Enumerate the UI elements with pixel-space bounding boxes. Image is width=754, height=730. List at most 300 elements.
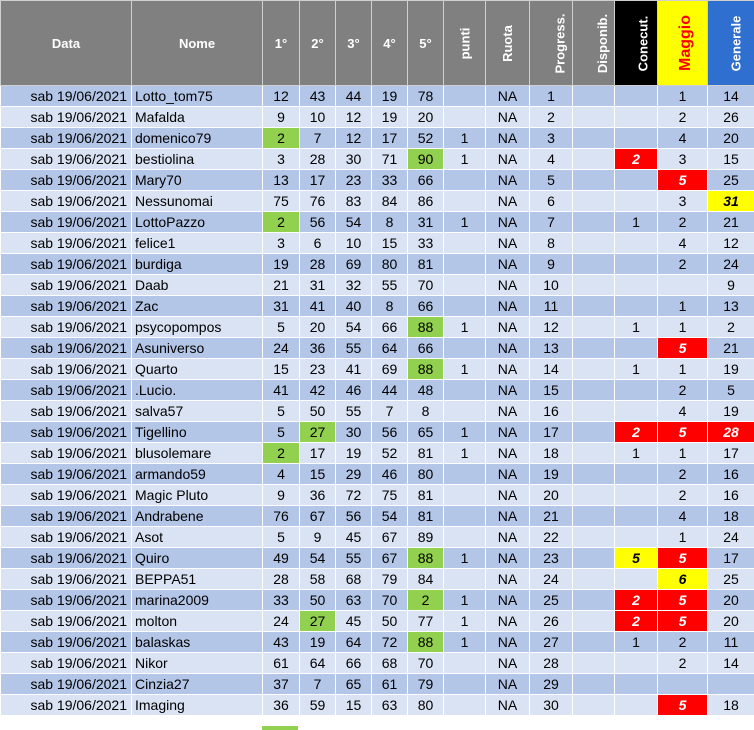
cell-nome[interactable]: domenico79: [132, 128, 263, 149]
cell-ruota[interactable]: NA: [486, 674, 530, 695]
cell-punti[interactable]: 1: [444, 149, 486, 170]
header-nome[interactable]: Nome: [132, 1, 263, 86]
cell-n4[interactable]: 15: [372, 233, 408, 254]
cell-n1[interactable]: 12: [263, 86, 300, 107]
cell-n2[interactable]: 27: [300, 611, 336, 632]
cell-nome[interactable]: felice1: [132, 233, 263, 254]
cell-nome[interactable]: Asot: [132, 527, 263, 548]
cell-data[interactable]: sab 19/06/2021: [1, 275, 132, 296]
cell-n2[interactable]: 23: [300, 359, 336, 380]
cell-disponib[interactable]: [573, 674, 615, 695]
cell-generale[interactable]: 13: [708, 296, 754, 317]
cell-data[interactable]: sab 19/06/2021: [1, 653, 132, 674]
cell-progress[interactable]: 30: [530, 695, 573, 716]
cell-data[interactable]: sab 19/06/2021: [1, 464, 132, 485]
cell-data[interactable]: sab 19/06/2021: [1, 569, 132, 590]
cell-data[interactable]: sab 19/06/2021: [1, 338, 132, 359]
cell-data[interactable]: sab 19/06/2021: [1, 86, 132, 107]
cell-conecut[interactable]: [615, 254, 658, 275]
cell-n4[interactable]: 7: [372, 401, 408, 422]
cell-punti[interactable]: [444, 233, 486, 254]
cell-data[interactable]: sab 19/06/2021: [1, 527, 132, 548]
cell-n4[interactable]: 70: [372, 590, 408, 611]
cell-ruota[interactable]: NA: [486, 695, 530, 716]
cell-generale[interactable]: 12: [708, 233, 754, 254]
cell-n4[interactable]: 54: [372, 506, 408, 527]
cell-nome[interactable]: .Lucio.: [132, 380, 263, 401]
cell-n2[interactable]: 7: [300, 674, 336, 695]
cell-n3[interactable]: 41: [336, 359, 372, 380]
cell-conecut[interactable]: 1: [615, 212, 658, 233]
cell-disponib[interactable]: [573, 590, 615, 611]
cell-n3[interactable]: 19: [336, 443, 372, 464]
cell-progress[interactable]: 23: [530, 548, 573, 569]
cell-n1[interactable]: 2: [263, 128, 300, 149]
cell-nome[interactable]: Andrabene: [132, 506, 263, 527]
cell-n4[interactable]: 55: [372, 275, 408, 296]
cell-disponib[interactable]: [573, 548, 615, 569]
cell-ruota[interactable]: NA: [486, 296, 530, 317]
cell-n2[interactable]: 20: [300, 317, 336, 338]
cell-conecut[interactable]: [615, 275, 658, 296]
cell-conecut[interactable]: 1: [615, 317, 658, 338]
cell-n1[interactable]: 13: [263, 170, 300, 191]
cell-generale[interactable]: 2: [708, 317, 754, 338]
cell-ruota[interactable]: NA: [486, 86, 530, 107]
cell-n1[interactable]: 21: [263, 275, 300, 296]
cell-data[interactable]: sab 19/06/2021: [1, 191, 132, 212]
cell-n1[interactable]: 76: [263, 506, 300, 527]
cell-maggio[interactable]: 2: [658, 254, 708, 275]
cell-ruota[interactable]: NA: [486, 359, 530, 380]
cell-disponib[interactable]: [573, 506, 615, 527]
cell-maggio[interactable]: 5: [658, 548, 708, 569]
cell-progress[interactable]: 19: [530, 464, 573, 485]
cell-ruota[interactable]: NA: [486, 317, 530, 338]
cell-punti[interactable]: [444, 107, 486, 128]
cell-progress[interactable]: 16: [530, 401, 573, 422]
header-maggio[interactable]: [658, 1, 708, 86]
cell-n5[interactable]: 20: [408, 107, 444, 128]
cell-n2[interactable]: 41: [300, 296, 336, 317]
cell-conecut[interactable]: 2: [615, 422, 658, 443]
cell-n2[interactable]: 58: [300, 569, 336, 590]
cell-progress[interactable]: 12: [530, 317, 573, 338]
cell-maggio[interactable]: 5: [658, 590, 708, 611]
cell-n5[interactable]: 86: [408, 191, 444, 212]
cell-ruota[interactable]: NA: [486, 485, 530, 506]
cell-n4[interactable]: 61: [372, 674, 408, 695]
cell-disponib[interactable]: [573, 611, 615, 632]
cell-maggio[interactable]: 2: [658, 632, 708, 653]
cell-conecut[interactable]: 2: [615, 611, 658, 632]
cell-n1[interactable]: 61: [263, 653, 300, 674]
cell-n2[interactable]: 42: [300, 380, 336, 401]
cell-disponib[interactable]: [573, 632, 615, 653]
cell-maggio[interactable]: 2: [658, 212, 708, 233]
cell-maggio[interactable]: 4: [658, 506, 708, 527]
cell-punti[interactable]: [444, 275, 486, 296]
cell-generale[interactable]: 18: [708, 695, 754, 716]
cell-punti[interactable]: 1: [444, 128, 486, 149]
cell-n3[interactable]: 12: [336, 128, 372, 149]
cell-maggio[interactable]: 1: [658, 359, 708, 380]
cell-n3[interactable]: 66: [336, 653, 372, 674]
cell-conecut[interactable]: [615, 674, 658, 695]
cell-n1[interactable]: 9: [263, 485, 300, 506]
cell-generale[interactable]: 11: [708, 632, 754, 653]
cell-n2[interactable]: 31: [300, 275, 336, 296]
cell-n3[interactable]: 65: [336, 674, 372, 695]
cell-n3[interactable]: 30: [336, 422, 372, 443]
cell-data[interactable]: sab 19/06/2021: [1, 632, 132, 653]
cell-data[interactable]: sab 19/06/2021: [1, 590, 132, 611]
cell-generale[interactable]: 19: [708, 359, 754, 380]
cell-punti[interactable]: 1: [444, 317, 486, 338]
cell-n4[interactable]: 69: [372, 359, 408, 380]
cell-nome[interactable]: molton: [132, 611, 263, 632]
cell-generale[interactable]: 20: [708, 611, 754, 632]
cell-progress[interactable]: 28: [530, 653, 573, 674]
cell-maggio[interactable]: 2: [658, 653, 708, 674]
cell-n1[interactable]: 3: [263, 233, 300, 254]
cell-progress[interactable]: 6: [530, 191, 573, 212]
cell-n2[interactable]: 15: [300, 464, 336, 485]
cell-n5[interactable]: 77: [408, 611, 444, 632]
cell-punti[interactable]: [444, 464, 486, 485]
cell-data[interactable]: sab 19/06/2021: [1, 359, 132, 380]
cell-n2[interactable]: 59: [300, 695, 336, 716]
cell-n5[interactable]: 88: [408, 317, 444, 338]
cell-progress[interactable]: 14: [530, 359, 573, 380]
cell-nome[interactable]: Nikor: [132, 653, 263, 674]
cell-generale[interactable]: 17: [708, 443, 754, 464]
header-ruota[interactable]: [486, 1, 530, 86]
cell-n2[interactable]: 67: [300, 506, 336, 527]
cell-punti[interactable]: [444, 674, 486, 695]
cell-n1[interactable]: 24: [263, 611, 300, 632]
cell-n5[interactable]: 81: [408, 254, 444, 275]
cell-maggio[interactable]: 1: [658, 296, 708, 317]
cell-maggio[interactable]: 1: [658, 443, 708, 464]
cell-ruota[interactable]: NA: [486, 653, 530, 674]
cell-progress[interactable]: 26: [530, 611, 573, 632]
header-data[interactable]: Data: [1, 1, 132, 86]
cell-conecut[interactable]: [615, 380, 658, 401]
cell-nome[interactable]: Mary70: [132, 170, 263, 191]
cell-progress[interactable]: 10: [530, 275, 573, 296]
cell-maggio[interactable]: 6: [658, 569, 708, 590]
cell-n4[interactable]: 84: [372, 191, 408, 212]
cell-generale[interactable]: 24: [708, 527, 754, 548]
cell-progress[interactable]: 2: [530, 107, 573, 128]
cell-punti[interactable]: [444, 401, 486, 422]
cell-ruota[interactable]: NA: [486, 128, 530, 149]
cell-n5[interactable]: 81: [408, 485, 444, 506]
cell-ruota[interactable]: NA: [486, 107, 530, 128]
cell-n1[interactable]: 5: [263, 401, 300, 422]
cell-disponib[interactable]: [573, 86, 615, 107]
cell-n5[interactable]: 66: [408, 296, 444, 317]
cell-n2[interactable]: 7: [300, 128, 336, 149]
cell-n5[interactable]: 80: [408, 695, 444, 716]
cell-conecut[interactable]: 1: [615, 359, 658, 380]
cell-n3[interactable]: 55: [336, 338, 372, 359]
cell-ruota[interactable]: NA: [486, 590, 530, 611]
cell-n2[interactable]: 17: [300, 443, 336, 464]
cell-maggio[interactable]: 5: [658, 170, 708, 191]
cell-n3[interactable]: 63: [336, 590, 372, 611]
cell-n3[interactable]: 55: [336, 401, 372, 422]
cell-disponib[interactable]: [573, 296, 615, 317]
cell-n5[interactable]: 2: [408, 590, 444, 611]
cell-n4[interactable]: 66: [372, 317, 408, 338]
cell-disponib[interactable]: [573, 380, 615, 401]
cell-progress[interactable]: 29: [530, 674, 573, 695]
cell-n2[interactable]: 76: [300, 191, 336, 212]
cell-conecut[interactable]: [615, 107, 658, 128]
cell-maggio[interactable]: 4: [658, 401, 708, 422]
cell-data[interactable]: sab 19/06/2021: [1, 485, 132, 506]
cell-n3[interactable]: 54: [336, 317, 372, 338]
cell-nome[interactable]: Asuniverso: [132, 338, 263, 359]
cell-n4[interactable]: 33: [372, 170, 408, 191]
cell-generale[interactable]: 16: [708, 485, 754, 506]
cell-punti[interactable]: [444, 569, 486, 590]
header-disponib[interactable]: [573, 1, 615, 86]
cell-generale[interactable]: 20: [708, 128, 754, 149]
cell-progress[interactable]: 13: [530, 338, 573, 359]
cell-data[interactable]: sab 19/06/2021: [1, 401, 132, 422]
cell-nome[interactable]: burdiga: [132, 254, 263, 275]
cell-disponib[interactable]: [573, 443, 615, 464]
cell-disponib[interactable]: [573, 275, 615, 296]
cell-disponib[interactable]: [573, 338, 615, 359]
cell-n5[interactable]: 48: [408, 380, 444, 401]
cell-data[interactable]: sab 19/06/2021: [1, 548, 132, 569]
cell-n1[interactable]: 37: [263, 674, 300, 695]
cell-progress[interactable]: 17: [530, 422, 573, 443]
cell-disponib[interactable]: [573, 695, 615, 716]
cell-n4[interactable]: 80: [372, 254, 408, 275]
cell-ruota[interactable]: NA: [486, 275, 530, 296]
cell-n1[interactable]: 15: [263, 359, 300, 380]
cell-generale[interactable]: 31: [708, 191, 754, 212]
cell-maggio[interactable]: 5: [658, 338, 708, 359]
cell-nome[interactable]: Cinzia27: [132, 674, 263, 695]
cell-punti[interactable]: 1: [444, 443, 486, 464]
cell-conecut[interactable]: [615, 464, 658, 485]
cell-maggio[interactable]: 2: [658, 380, 708, 401]
cell-maggio[interactable]: 5: [658, 611, 708, 632]
cell-n5[interactable]: 8: [408, 401, 444, 422]
cell-maggio[interactable]: 2: [658, 107, 708, 128]
cell-punti[interactable]: [444, 695, 486, 716]
cell-n1[interactable]: 5: [263, 527, 300, 548]
cell-generale[interactable]: 24: [708, 254, 754, 275]
header-n2[interactable]: 2°: [300, 1, 336, 86]
cell-nome[interactable]: blusolemare: [132, 443, 263, 464]
cell-data[interactable]: sab 19/06/2021: [1, 128, 132, 149]
cell-punti[interactable]: [444, 191, 486, 212]
cell-conecut[interactable]: [615, 233, 658, 254]
cell-punti[interactable]: 1: [444, 611, 486, 632]
cell-n2[interactable]: 28: [300, 254, 336, 275]
cell-generale[interactable]: 19: [708, 401, 754, 422]
cell-n2[interactable]: 9: [300, 527, 336, 548]
cell-generale[interactable]: 26: [708, 107, 754, 128]
cell-data[interactable]: sab 19/06/2021: [1, 611, 132, 632]
cell-nome[interactable]: salva57: [132, 401, 263, 422]
cell-punti[interactable]: 1: [444, 212, 486, 233]
cell-progress[interactable]: 18: [530, 443, 573, 464]
cell-n4[interactable]: 19: [372, 86, 408, 107]
cell-n3[interactable]: 56: [336, 506, 372, 527]
cell-n4[interactable]: 67: [372, 548, 408, 569]
cell-n4[interactable]: 44: [372, 380, 408, 401]
cell-maggio[interactable]: 4: [658, 233, 708, 254]
cell-n4[interactable]: 67: [372, 527, 408, 548]
cell-n2[interactable]: 64: [300, 653, 336, 674]
header-n1[interactable]: 1°: [263, 1, 300, 86]
cell-n3[interactable]: 83: [336, 191, 372, 212]
cell-n5[interactable]: 88: [408, 548, 444, 569]
cell-conecut[interactable]: [615, 191, 658, 212]
cell-maggio[interactable]: [658, 674, 708, 695]
cell-nome[interactable]: LottoPazzo: [132, 212, 263, 233]
cell-n1[interactable]: 3: [263, 149, 300, 170]
cell-progress[interactable]: 11: [530, 296, 573, 317]
cell-maggio[interactable]: [658, 275, 708, 296]
cell-conecut[interactable]: [615, 296, 658, 317]
cell-punti[interactable]: [444, 527, 486, 548]
cell-disponib[interactable]: [573, 653, 615, 674]
cell-ruota[interactable]: NA: [486, 611, 530, 632]
cell-nome[interactable]: Quarto: [132, 359, 263, 380]
cell-disponib[interactable]: [573, 107, 615, 128]
cell-n1[interactable]: 24: [263, 338, 300, 359]
cell-n5[interactable]: 79: [408, 674, 444, 695]
cell-progress[interactable]: 22: [530, 527, 573, 548]
cell-conecut[interactable]: [615, 653, 658, 674]
cell-data[interactable]: sab 19/06/2021: [1, 233, 132, 254]
cell-nome[interactable]: marina2009: [132, 590, 263, 611]
cell-n4[interactable]: 56: [372, 422, 408, 443]
cell-progress[interactable]: 9: [530, 254, 573, 275]
cell-punti[interactable]: 1: [444, 359, 486, 380]
cell-n1[interactable]: 19: [263, 254, 300, 275]
cell-n1[interactable]: 28: [263, 569, 300, 590]
cell-progress[interactable]: 15: [530, 380, 573, 401]
cell-nome[interactable]: Tigellino: [132, 422, 263, 443]
cell-n4[interactable]: 8: [372, 212, 408, 233]
cell-generale[interactable]: [708, 674, 754, 695]
cell-n4[interactable]: 50: [372, 611, 408, 632]
cell-nome[interactable]: Quiro: [132, 548, 263, 569]
cell-n1[interactable]: 31: [263, 296, 300, 317]
cell-punti[interactable]: 1: [444, 632, 486, 653]
header-generale[interactable]: [708, 1, 754, 86]
cell-n2[interactable]: 54: [300, 548, 336, 569]
cell-generale[interactable]: 5: [708, 380, 754, 401]
cell-conecut[interactable]: 2: [615, 149, 658, 170]
cell-n5[interactable]: 81: [408, 506, 444, 527]
cell-nome[interactable]: Zac: [132, 296, 263, 317]
cell-n1[interactable]: 75: [263, 191, 300, 212]
cell-nome[interactable]: Magic Pluto: [132, 485, 263, 506]
cell-n4[interactable]: 71: [372, 149, 408, 170]
cell-n3[interactable]: 55: [336, 548, 372, 569]
cell-data[interactable]: sab 19/06/2021: [1, 212, 132, 233]
cell-n3[interactable]: 46: [336, 380, 372, 401]
cell-n4[interactable]: 72: [372, 632, 408, 653]
cell-generale[interactable]: 18: [708, 506, 754, 527]
cell-n1[interactable]: 43: [263, 632, 300, 653]
cell-generale[interactable]: 25: [708, 569, 754, 590]
cell-n1[interactable]: 4: [263, 464, 300, 485]
cell-nome[interactable]: Daab: [132, 275, 263, 296]
cell-data[interactable]: sab 19/06/2021: [1, 695, 132, 716]
cell-maggio[interactable]: 5: [658, 695, 708, 716]
cell-disponib[interactable]: [573, 254, 615, 275]
cell-punti[interactable]: 1: [444, 590, 486, 611]
cell-data[interactable]: sab 19/06/2021: [1, 674, 132, 695]
cell-data[interactable]: sab 19/06/2021: [1, 380, 132, 401]
cell-progress[interactable]: 25: [530, 590, 573, 611]
cell-n3[interactable]: 68: [336, 569, 372, 590]
header-progress[interactable]: [530, 1, 573, 86]
cell-ruota[interactable]: NA: [486, 212, 530, 233]
cell-n3[interactable]: 45: [336, 527, 372, 548]
cell-progress[interactable]: 21: [530, 506, 573, 527]
cell-disponib[interactable]: [573, 191, 615, 212]
cell-n4[interactable]: 19: [372, 107, 408, 128]
cell-ruota[interactable]: NA: [486, 569, 530, 590]
cell-conecut[interactable]: 1: [615, 443, 658, 464]
cell-conecut[interactable]: 1: [615, 632, 658, 653]
cell-n2[interactable]: 28: [300, 149, 336, 170]
cell-disponib[interactable]: [573, 170, 615, 191]
cell-n4[interactable]: 17: [372, 128, 408, 149]
cell-punti[interactable]: [444, 485, 486, 506]
cell-n5[interactable]: 88: [408, 359, 444, 380]
cell-conecut[interactable]: 5: [615, 548, 658, 569]
cell-n4[interactable]: 8: [372, 296, 408, 317]
cell-n1[interactable]: 36: [263, 695, 300, 716]
cell-punti[interactable]: [444, 296, 486, 317]
cell-disponib[interactable]: [573, 233, 615, 254]
cell-maggio[interactable]: 1: [658, 527, 708, 548]
cell-n2[interactable]: 10: [300, 107, 336, 128]
cell-n2[interactable]: 36: [300, 485, 336, 506]
header-punti[interactable]: [444, 1, 486, 86]
cell-conecut[interactable]: [615, 527, 658, 548]
cell-conecut[interactable]: [615, 695, 658, 716]
cell-nome[interactable]: balaskas: [132, 632, 263, 653]
cell-n4[interactable]: 79: [372, 569, 408, 590]
cell-conecut[interactable]: [615, 338, 658, 359]
cell-disponib[interactable]: [573, 212, 615, 233]
cell-n1[interactable]: 2: [263, 212, 300, 233]
cell-nome[interactable]: Imaging: [132, 695, 263, 716]
cell-disponib[interactable]: [573, 569, 615, 590]
cell-n2[interactable]: 43: [300, 86, 336, 107]
cell-n3[interactable]: 72: [336, 485, 372, 506]
cell-generale[interactable]: 28: [708, 422, 754, 443]
cell-nome[interactable]: Nessunomai: [132, 191, 263, 212]
cell-progress[interactable]: 27: [530, 632, 573, 653]
cell-n5[interactable]: 88: [408, 632, 444, 653]
